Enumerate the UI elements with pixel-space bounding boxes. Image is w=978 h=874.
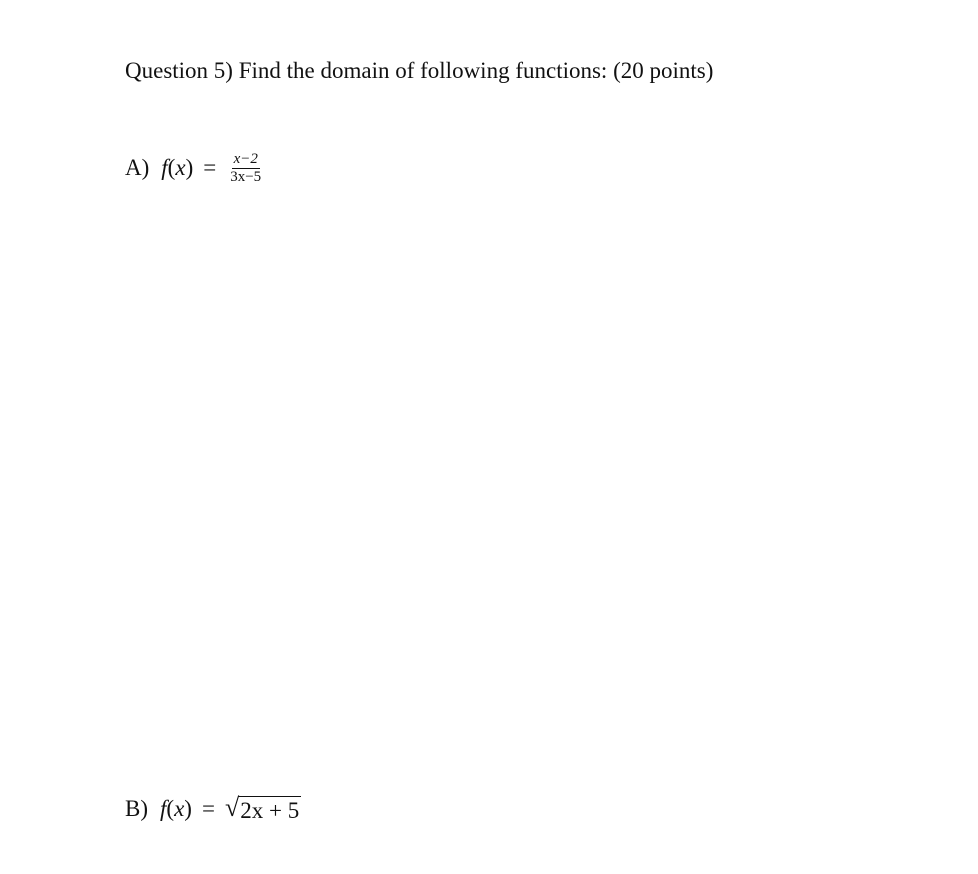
problem-a-label: A) bbox=[125, 155, 150, 180]
square-root bbox=[225, 794, 301, 824]
fraction-denominator: 3x−5 bbox=[230, 168, 262, 185]
variable: x bbox=[174, 796, 185, 821]
problem-b-label: B) bbox=[125, 796, 148, 821]
open-paren: ( bbox=[166, 796, 175, 821]
radical-sign: √ bbox=[224, 793, 240, 822]
close-paren: ) bbox=[184, 796, 192, 821]
close-paren: ) bbox=[185, 155, 194, 180]
open-paren: ( bbox=[167, 155, 176, 180]
radicand: 2x + 5 bbox=[240, 798, 300, 823]
variable: x bbox=[175, 155, 186, 180]
fraction-numerator: x−2 bbox=[233, 150, 258, 167]
function-name: f bbox=[160, 796, 167, 821]
problem-a bbox=[125, 148, 263, 188]
fraction bbox=[228, 152, 263, 185]
problem-b bbox=[125, 792, 301, 826]
question-title: Question 5) Find the domain of following functions: (20 points) bbox=[125, 58, 714, 83]
equals-sign: = bbox=[201, 796, 215, 821]
function-name: f bbox=[161, 155, 168, 180]
equals-sign: = bbox=[203, 155, 217, 180]
